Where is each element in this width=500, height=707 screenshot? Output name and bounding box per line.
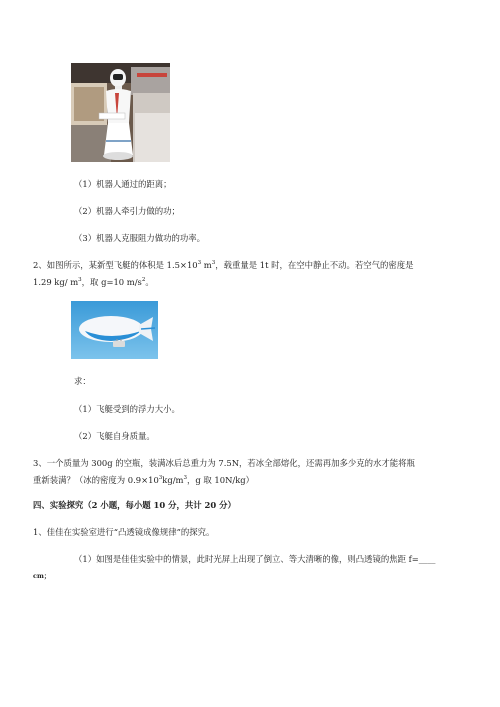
q2-line-2: 1.29 kg/ $m^3$，取 g=10 $m/s^2$。	[33, 277, 154, 287]
q1-item-3: （3）机器人克服阻力做功的功率。	[74, 233, 205, 243]
section-4-q1-intro: 1、佳佳在实验室进行“凸透镜成像规律”的探究。	[33, 527, 215, 537]
section-4-title: 四、实验探究（2 小题，每小题 10 分，共计 20 分）	[33, 500, 236, 510]
q2-line-1: 2、如图所示，某新型飞艇的体积是 $1.5\times 10^3$ $m^3$，载重量是 1t 时，在空中静止不动。若空气的密度是	[33, 260, 414, 270]
q1-item-2: （2）机器人牵引力做的功；	[74, 206, 180, 216]
q1-item-1: （1）机器人通过的距离；	[74, 179, 172, 189]
q2-item-2: （2）飞艇自身质量。	[74, 431, 155, 441]
q2-ask: 求：	[74, 376, 91, 386]
q3-line-1: 3、一个质量为 300g 的空瓶，装满冰后总重力为 7.5N，若冰全部熔化，还需再加多少克的水才能将瓶	[33, 458, 415, 468]
q3-line-2: 重新装满？（冰的密度为 $0.9\times 10^3kg/m^3$，g 取 10N/kg）	[33, 475, 255, 485]
airship-photo	[71, 301, 158, 359]
robot-photo	[71, 63, 170, 162]
section-4-q1-sub1-unit: cm；	[33, 572, 51, 580]
section-4-q1-sub1: （1）如图是佳佳实验中的情景，此时光屏上出现了倒立、等大清晰的像，则凸透镜的焦距 f=____	[74, 554, 436, 564]
q2-item-1: （1）飞艇受到的浮力大小。	[74, 404, 180, 414]
